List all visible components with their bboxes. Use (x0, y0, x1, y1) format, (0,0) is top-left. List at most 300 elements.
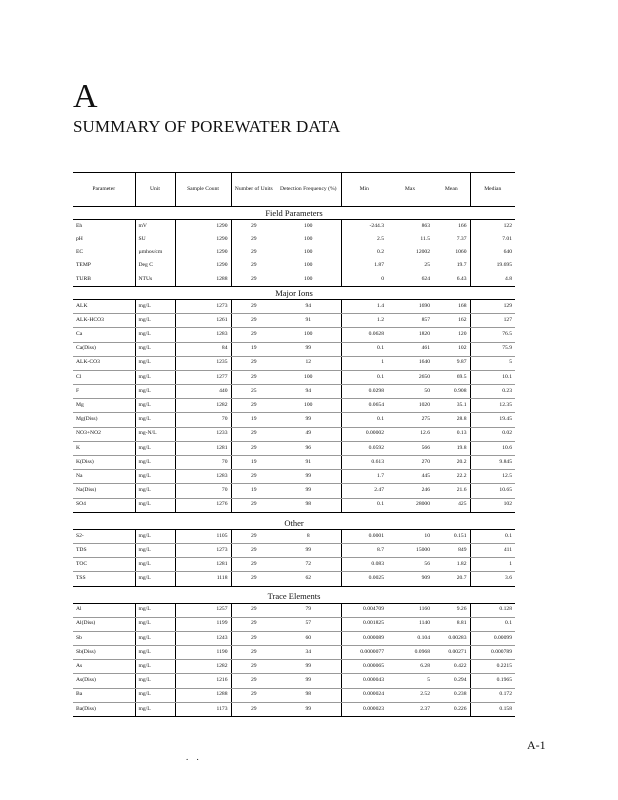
cell-min: 0.613 (341, 456, 387, 470)
cell-parameter: As (73, 660, 135, 674)
cell-unit: mg/L (135, 674, 175, 688)
table-row (73, 328, 515, 342)
cell-parameter: TOC (73, 558, 135, 572)
cell-mean: 849 (433, 543, 470, 557)
cell-sample-count: 1281 (175, 558, 231, 572)
cell-median: 0.158 (470, 702, 515, 716)
cell-unit: mg/L (135, 370, 175, 384)
cell-number-of-units: 29 (231, 370, 276, 384)
cell-sample-count: 1290 (175, 233, 231, 246)
cell-detection-frequency: 100 (276, 370, 341, 384)
cell-detection-frequency: 91 (276, 314, 341, 328)
cell-number-of-units: 29 (231, 631, 276, 645)
cell-parameter: ALK-CO3 (73, 356, 135, 370)
table-row (73, 220, 515, 234)
cell-max: 50 (387, 385, 433, 399)
cell-unit: mg/L (135, 603, 175, 617)
table-row (73, 572, 515, 586)
cell-mean: 162 (433, 314, 470, 328)
cell-max: 1140 (387, 617, 433, 631)
cell-detection-frequency: 94 (276, 385, 341, 399)
cell-number-of-units: 29 (231, 702, 276, 716)
cell-parameter: As(Diss) (73, 674, 135, 688)
section-title: Trace Elements (73, 591, 515, 604)
table-row (73, 273, 515, 287)
section-title: Field Parameters (73, 207, 515, 220)
cell-mean: 0.238 (433, 688, 470, 702)
table-row (73, 646, 515, 660)
cell-min: 0 (341, 273, 387, 287)
cell-detection-frequency: 96 (276, 441, 341, 455)
cell-unit: mg/L (135, 456, 175, 470)
table-body (73, 207, 515, 717)
cell-mean: 166 (458, 222, 467, 229)
table-row (73, 299, 515, 313)
cell-parameter: Sb (73, 631, 135, 645)
cell-unit: mg/L (135, 558, 175, 572)
table-row (73, 456, 515, 470)
cell-number-of-units: 29 (231, 543, 276, 557)
cell-detection-frequency: 62 (276, 572, 341, 586)
cell-sample-count: 70 (175, 413, 231, 427)
table-row (73, 427, 515, 441)
cell-min: 1 (341, 356, 387, 370)
cell-max: 909 (387, 572, 433, 586)
cell-sample-count: 1288 (175, 688, 231, 702)
cell-median: 4.8 (470, 273, 515, 287)
cell-number-of-units: 29 (231, 441, 276, 455)
cell-mean: 0.00271 (433, 646, 470, 660)
cell-number-of-units: 29 (231, 617, 276, 631)
cell-number-of-units: 19 (231, 456, 276, 470)
column-header-mean: Mean (433, 173, 470, 207)
cell-number-of-units: 29 (231, 529, 276, 543)
cell-mean: 9.87 (433, 356, 470, 370)
section-title: Major Ions (73, 286, 515, 299)
cell-parameter: NO3+NO2 (73, 427, 135, 441)
cell-unit: mg/L (135, 399, 175, 413)
cell-sample-count: 440 (175, 385, 231, 399)
cell-parameter: EC (76, 249, 84, 256)
cell-mean: 20.2 (433, 456, 470, 470)
cell-detection-frequency: 99 (276, 484, 341, 498)
cell-min: 0.001825 (341, 617, 387, 631)
cell-max: 246 (387, 484, 433, 498)
cell-parameter: Al(Diss) (73, 617, 135, 631)
cell-number-of-units: 29 (231, 328, 276, 342)
table-row (73, 470, 515, 484)
cell-min: 0.1 (341, 413, 387, 427)
cell-number-of-units: 29 (231, 314, 276, 328)
cell-mean: 0.908 (433, 385, 470, 399)
cell-number-of-units: 25 (231, 385, 276, 399)
table-row (73, 342, 515, 356)
cell-sample-count: 1105 (175, 529, 231, 543)
cell-parameter: Ca(Diss) (73, 342, 135, 356)
cell-median: 1 (470, 558, 515, 572)
column-header-median: Median (470, 173, 515, 207)
cell-sample-count: 1282 (175, 660, 231, 674)
cell-detection-frequency: 99 (276, 413, 341, 427)
cell-parameter: Ba(Diss) (73, 702, 135, 716)
cell-median: 0.2215 (470, 660, 515, 674)
cell-max: 1690 (387, 299, 433, 313)
cell-max: 270 (387, 456, 433, 470)
table-row (73, 233, 515, 246)
cell-max: 445 (387, 470, 433, 484)
cell-median: 127 (470, 314, 515, 328)
cell-unit: mg/L (135, 529, 175, 543)
cell-unit: mg/L (135, 356, 175, 370)
cell-number-of-units: 29 (231, 246, 276, 259)
cell-parameter: TEMP (76, 262, 91, 269)
section-header-row (73, 286, 515, 299)
table-row (73, 441, 515, 455)
cell-detection-frequency: 99 (276, 543, 341, 557)
cell-sample-count: 1290 (175, 260, 231, 273)
cell-number-of-units: 29 (231, 558, 276, 572)
cell-sample-count: 1118 (175, 572, 231, 586)
cell-max: 857 (387, 314, 433, 328)
cell-min: -244.3 (341, 220, 387, 234)
cell-number-of-units: 19 (231, 342, 276, 356)
cell-mean: 0.00283 (433, 631, 470, 645)
cell-median: 19.45 (470, 413, 515, 427)
cell-min: 0.0592 (341, 441, 387, 455)
cell-sample-count: 1276 (175, 498, 231, 512)
column-header-number-of-units: Number of Units (231, 173, 276, 207)
cell-mean: 19.8 (433, 441, 470, 455)
cell-median: 102 (470, 498, 515, 512)
cell-median: 0.1 (470, 529, 515, 543)
cell-min: 0.000089 (341, 631, 387, 645)
cell-sample-count: 70 (175, 484, 231, 498)
cell-unit: NTUs (135, 273, 175, 287)
cell-max: 2.52 (387, 688, 433, 702)
cell-median: 76.5 (470, 328, 515, 342)
page-number: A-1 (527, 738, 546, 752)
table-row (73, 246, 515, 259)
cell-median: 5 (470, 356, 515, 370)
cell-detection-frequency: 99 (276, 342, 341, 356)
cell-detection-frequency: 60 (276, 631, 341, 645)
cell-number-of-units: 29 (231, 603, 276, 617)
cell-max: 2650 (387, 370, 433, 384)
cell-detection-frequency: 72 (276, 558, 341, 572)
cell-min: 0.083 (341, 558, 387, 572)
cell-unit: mg/L (135, 441, 175, 455)
cell-min: 0.0025 (341, 572, 387, 586)
table-row (73, 370, 515, 384)
cell-unit: mV (135, 220, 175, 234)
cell-max: 1820 (387, 328, 433, 342)
cell-mean: 425 (433, 498, 470, 512)
cell-parameter: TURB (73, 273, 135, 287)
cell-sample-count: 70 (175, 456, 231, 470)
cell-number-of-units: 29 (231, 688, 276, 702)
cell-unit: mg/L (135, 543, 175, 557)
cell-mean: 9.26 (433, 603, 470, 617)
cell-unit: mg/L (135, 299, 175, 313)
cell-number-of-units: 29 (231, 399, 276, 413)
cell-sample-count: 1243 (175, 631, 231, 645)
column-header-parameter: Parameter (73, 173, 135, 207)
cell-sample-count: 1288 (175, 273, 231, 287)
table-row (73, 558, 515, 572)
cell-unit: mg/L (135, 660, 175, 674)
cell-max: 1640 (387, 356, 433, 370)
cell-unit: mg/L (135, 688, 175, 702)
column-header-detection-frequency: Detection Frequency (%) (276, 173, 341, 207)
cell-number-of-units: 29 (231, 260, 276, 273)
footer-dots: . . (186, 752, 202, 762)
cell-mean: 8.81 (433, 617, 470, 631)
cell-max: 25 (424, 262, 430, 269)
cell-unit: mg/L (135, 498, 175, 512)
cell-unit: µmhos/cm (135, 246, 175, 259)
cell-unit: mg/L (135, 413, 175, 427)
cell-mean: 1.82 (433, 558, 470, 572)
cell-mean: 102 (433, 342, 470, 356)
cell-sample-count: 1173 (175, 702, 231, 716)
cell-number-of-units: 29 (231, 220, 276, 234)
table-row (73, 413, 515, 427)
cell-mean: 0.226 (433, 702, 470, 716)
cell-max: 1020 (387, 399, 433, 413)
cell-number-of-units: 29 (231, 273, 276, 287)
cell-number-of-units: 29 (231, 572, 276, 586)
cell-max: 5 (387, 674, 433, 688)
cell-median: 0.00099 (470, 631, 515, 645)
cell-mean: 120 (433, 328, 470, 342)
cell-number-of-units: 29 (231, 660, 276, 674)
cell-median: 0.1 (470, 617, 515, 631)
cell-unit: mg-N/L (135, 427, 175, 441)
cell-sample-count: 1190 (175, 646, 231, 660)
cell-unit: mg/L (135, 631, 175, 645)
table-row (73, 617, 515, 631)
cell-detection-frequency: 99 (276, 674, 341, 688)
porewater-summary-table (73, 172, 515, 717)
cell-mean: 19.7 (456, 262, 467, 269)
cell-detection-frequency: 100 (276, 328, 341, 342)
table-row (73, 484, 515, 498)
cell-mean: 7.37 (456, 235, 467, 242)
cell-sample-count: 1273 (175, 299, 231, 313)
cell-min: 0.00002 (341, 427, 387, 441)
cell-max: 6.28 (387, 660, 433, 674)
cell-median: 19.695 (470, 260, 515, 273)
section-header-row (73, 591, 515, 604)
cell-mean: 6.43 (433, 273, 470, 287)
cell-sample-count: 1233 (175, 427, 231, 441)
table-row (73, 543, 515, 557)
table-row (73, 399, 515, 413)
table-row (73, 631, 515, 645)
table-row (73, 603, 515, 617)
cell-min: 0.0001 (341, 529, 387, 543)
cell-number-of-units: 29 (231, 299, 276, 313)
cell-mean: 1060 (455, 249, 467, 256)
cell-mean: 22.2 (433, 470, 470, 484)
cell-sample-count: 1273 (175, 543, 231, 557)
cell-max: 2.37 (387, 702, 433, 716)
cell-median: 3.6 (470, 572, 515, 586)
table-row (73, 498, 515, 512)
cell-detection-frequency: 99 (276, 702, 341, 716)
cell-parameter: S2- (73, 529, 135, 543)
cell-parameter: Sb(Diss) (73, 646, 135, 660)
cell-min: 2.47 (341, 484, 387, 498)
cell-min: 0.000023 (341, 702, 387, 716)
section-header-row (73, 207, 515, 220)
cell-min: 0.000024 (341, 688, 387, 702)
cell-detection-frequency: 79 (276, 603, 341, 617)
cell-unit: mg/L (135, 342, 175, 356)
cell-max: 12.6 (387, 427, 433, 441)
cell-mean: 21.6 (433, 484, 470, 498)
cell-median: 0.23 (470, 385, 515, 399)
cell-unit: mg/L (135, 702, 175, 716)
cell-median: 10.6 (470, 441, 515, 455)
table-row (73, 385, 515, 399)
column-header-max: Max (387, 173, 433, 207)
cell-max: 28000 (387, 498, 433, 512)
cell-mean: 168 (433, 299, 470, 313)
cell-detection-frequency: 12 (276, 356, 341, 370)
cell-sample-count: 1277 (175, 370, 231, 384)
cell-number-of-units: 29 (231, 674, 276, 688)
cell-min: 1.7 (341, 470, 387, 484)
cell-sample-count: 1281 (175, 441, 231, 455)
table-row (73, 702, 515, 716)
cell-min: 0.2 (341, 246, 387, 259)
cell-detection-frequency: 94 (276, 299, 341, 313)
table-row (73, 356, 515, 370)
cell-detection-frequency: 91 (276, 456, 341, 470)
cell-parameter: Na(Diss) (73, 484, 135, 498)
cell-sample-count: 1283 (175, 328, 231, 342)
cell-sample-count: 1235 (175, 356, 231, 370)
cell-number-of-units: 29 (231, 356, 276, 370)
cell-mean: 0.151 (433, 529, 470, 543)
cell-unit: mg/L (135, 470, 175, 484)
cell-max: 56 (387, 558, 433, 572)
cell-unit: mg/L (135, 646, 175, 660)
cell-min: 8.7 (341, 543, 387, 557)
cell-sample-count: 1290 (175, 246, 231, 259)
cell-sample-count: 1199 (175, 617, 231, 631)
table-row (73, 688, 515, 702)
cell-number-of-units: 29 (231, 498, 276, 512)
cell-unit: mg/L (135, 572, 175, 586)
table-row (73, 260, 515, 273)
cell-sample-count: 1261 (175, 314, 231, 328)
cell-min: 0.000065 (341, 660, 387, 674)
cell-sample-count: 1283 (175, 470, 231, 484)
cell-detection-frequency: 34 (276, 646, 341, 660)
cell-detection-frequency: 100 (276, 399, 341, 413)
cell-parameter: K (73, 441, 135, 455)
cell-sample-count: 1282 (175, 399, 231, 413)
table-header-row (73, 173, 515, 207)
appendix-letter: A (73, 78, 98, 115)
cell-number-of-units: 29 (231, 427, 276, 441)
cell-max: 1160 (387, 603, 433, 617)
cell-max: 275 (387, 413, 433, 427)
section-title: Other (73, 517, 515, 530)
cell-parameter: TDS (73, 543, 135, 557)
table-row (73, 674, 515, 688)
cell-parameter: SO4 (73, 498, 135, 512)
cell-median: 10.65 (470, 484, 515, 498)
cell-min: 0.004709 (341, 603, 387, 617)
cell-detection-frequency: 98 (276, 688, 341, 702)
cell-parameter: Al (73, 603, 135, 617)
cell-parameter: Na (73, 470, 135, 484)
cell-median: 9.845 (470, 456, 515, 470)
cell-max: 15000 (387, 543, 433, 557)
cell-min: 2.5 (341, 233, 387, 246)
cell-mean: 0.13 (433, 427, 470, 441)
table-row (73, 660, 515, 674)
cell-median: 129 (470, 299, 515, 313)
cell-max: 11.5 (420, 235, 430, 242)
cell-mean: 20.7 (433, 572, 470, 586)
cell-min: 0.000043 (341, 674, 387, 688)
cell-parameter: F (73, 385, 135, 399)
cell-parameter: ALK (73, 299, 135, 313)
section-header-row (73, 517, 515, 530)
cell-max: 10 (387, 529, 433, 543)
cell-detection-frequency: 100 (304, 262, 313, 269)
cell-parameter: Cl (73, 370, 135, 384)
cell-detection-frequency: 99 (276, 660, 341, 674)
cell-parameter: Ba (73, 688, 135, 702)
cell-max: 0.0968 (387, 646, 433, 660)
cell-detection-frequency: 57 (276, 617, 341, 631)
cell-detection-frequency: 98 (276, 498, 341, 512)
cell-parameter: K(Diss) (73, 456, 135, 470)
cell-number-of-units: 29 (231, 470, 276, 484)
cell-min: 0.0654 (341, 399, 387, 413)
cell-max: 0.104 (387, 631, 433, 645)
cell-max: 566 (387, 441, 433, 455)
cell-median: 12.5 (470, 470, 515, 484)
cell-parameter: ALK-HCO3 (73, 314, 135, 328)
cell-max: 461 (387, 342, 433, 356)
cell-mean: 0.294 (433, 674, 470, 688)
column-header-unit: Unit (135, 173, 175, 207)
column-header-min: Min (341, 173, 387, 207)
cell-detection-frequency: 49 (276, 427, 341, 441)
cell-number-of-units: 19 (231, 413, 276, 427)
cell-min: 0.0628 (341, 328, 387, 342)
cell-median: 0.1965 (470, 674, 515, 688)
cell-min: 0.1 (341, 342, 387, 356)
cell-number-of-units: 29 (231, 646, 276, 660)
cell-parameter: Eh (76, 222, 83, 229)
cell-parameter: TSS (73, 572, 135, 586)
table-row (73, 314, 515, 328)
cell-median: 0.172 (470, 688, 515, 702)
cell-sample-count: 1216 (175, 674, 231, 688)
page-title: SUMMARY OF POREWATER DATA (73, 117, 341, 136)
cell-min: 0.0000077 (341, 646, 387, 660)
cell-min: 0.1 (341, 498, 387, 512)
cell-detection-frequency: 100 (276, 273, 341, 287)
cell-detection-frequency: 8 (276, 529, 341, 543)
